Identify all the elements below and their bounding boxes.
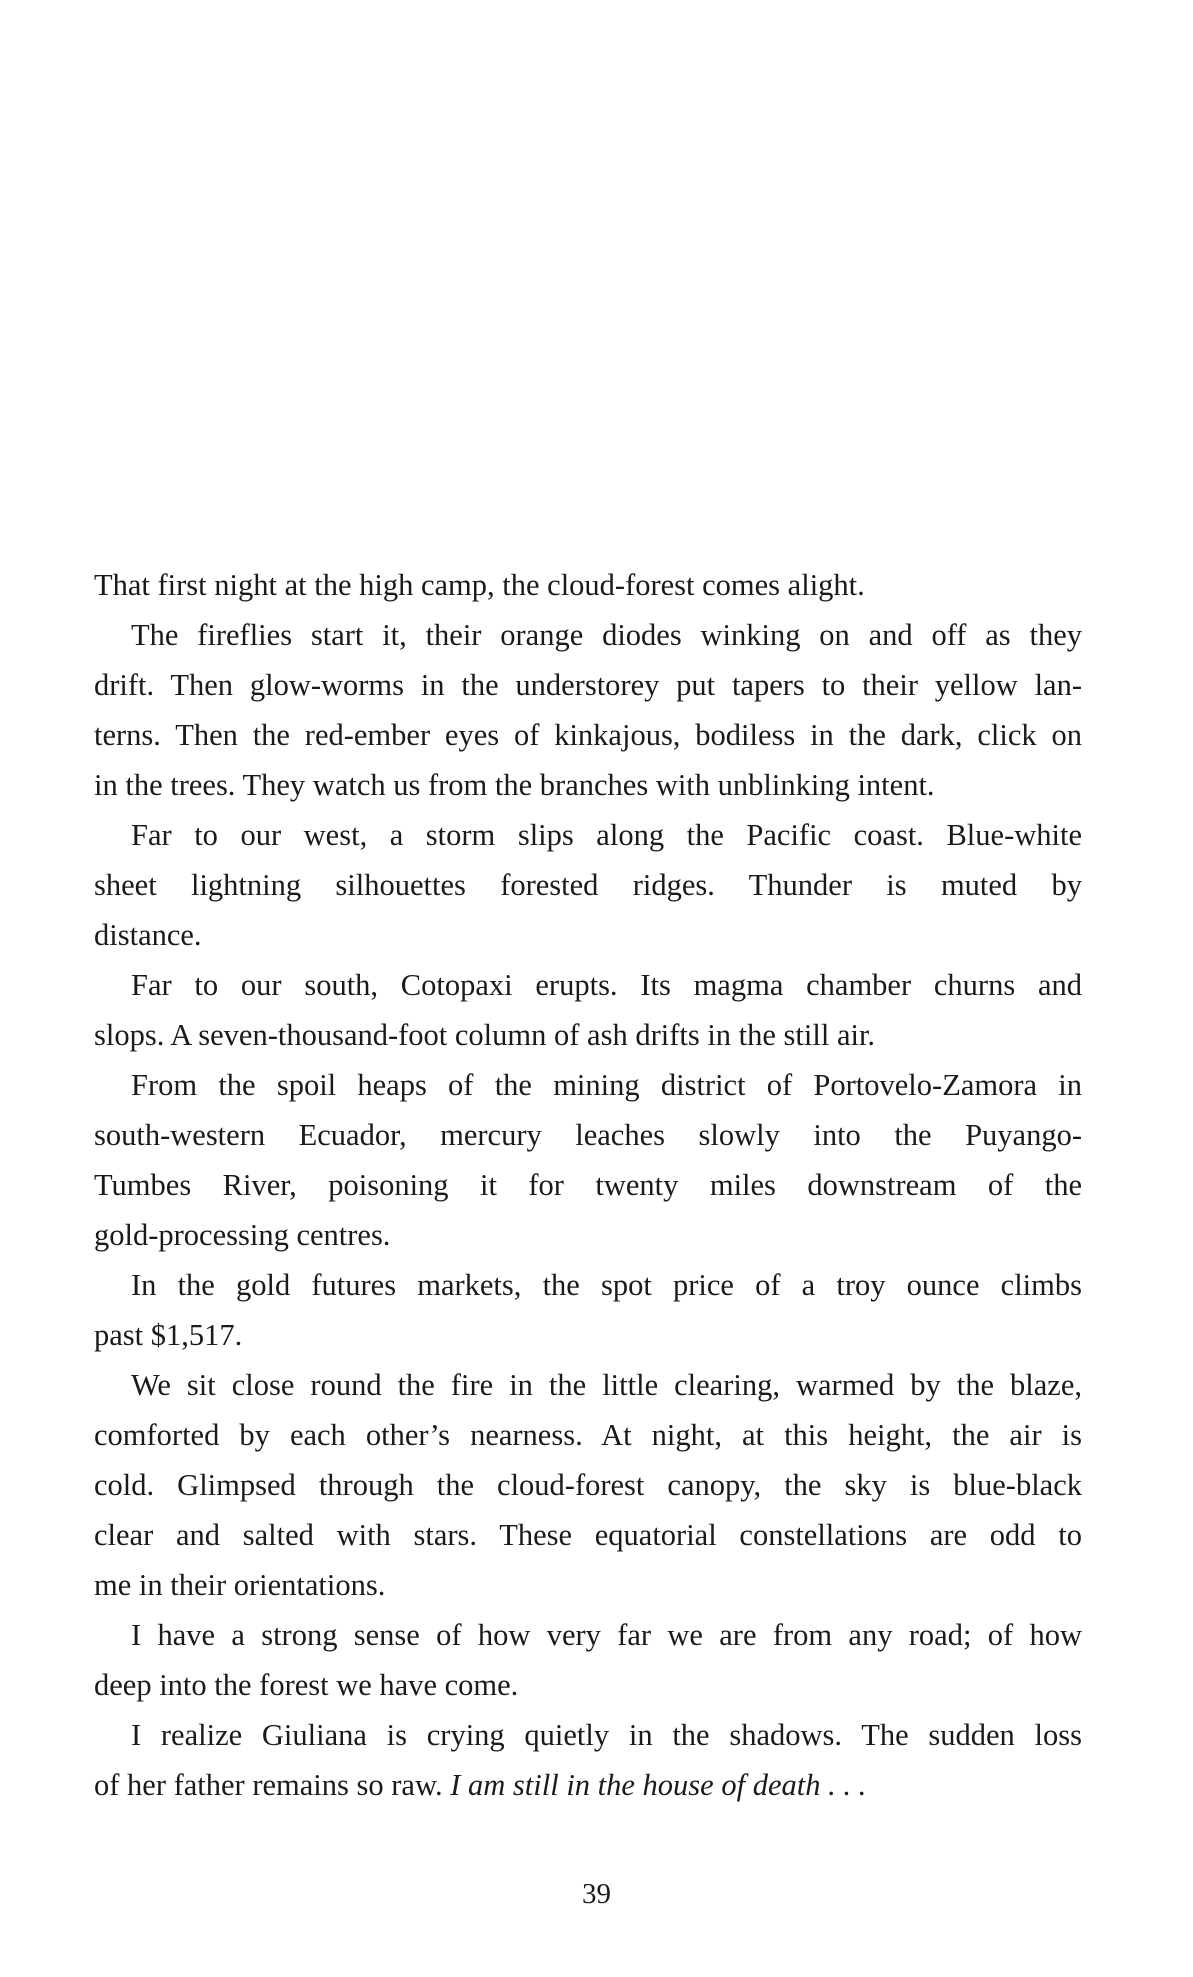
- text-line: gold-processing centres.: [94, 1218, 391, 1252]
- paragraph: [94, 1610, 1082, 1710]
- paragraph: [94, 1060, 1082, 1260]
- text-line: In the gold futures markets, the spot price of a troy ounce climbs: [131, 1268, 1082, 1302]
- text-line: south-western Ecuador, mercury leaches slowly into the Puyango-: [94, 1118, 1082, 1152]
- text-line: me in their orientations.: [94, 1568, 386, 1602]
- text-line: past $1,517.: [94, 1318, 243, 1352]
- paragraph: [94, 560, 1082, 610]
- text-line: Far to our south, Cotopaxi erupts. Its magma chamber churns and: [131, 968, 1082, 1002]
- paragraph: [94, 1360, 1082, 1610]
- text-roman: of her father remains so raw.: [94, 1768, 451, 1802]
- text-line: Tumbes River, poisoning it for twenty miles downstream of the: [94, 1168, 1082, 1202]
- text-line: Far to our west, a storm slips along the Pacific coast. Blue-white: [131, 818, 1082, 852]
- text-line: comforted by each other’s nearness. At night, at this height, the air is: [94, 1418, 1082, 1452]
- paragraph: [94, 1260, 1082, 1360]
- text-line: distance.: [94, 918, 202, 952]
- text-line: I have a strong sense of how very far we are from any road; of how: [131, 1618, 1082, 1652]
- page-number: 39: [582, 1878, 611, 1910]
- text-italic-quote: I am still in the house of death . . .: [450, 1768, 867, 1802]
- text-line: sheet lightning silhouettes forested ridges. Thunder is muted by: [94, 868, 1082, 902]
- text-line: slops. A seven-thousand-foot column of ash drifts in the still air.: [94, 1018, 876, 1052]
- text-line: That first night at the high camp, the cloud-forest comes alight.: [94, 568, 865, 602]
- paragraph: [94, 810, 1082, 960]
- paragraph: [94, 610, 1082, 810]
- paragraph: [94, 960, 1082, 1060]
- text-line: drift. Then glow-worms in the understorey put tapers to their yellow lan-: [94, 668, 1082, 702]
- text-line: The fireflies start it, their orange diodes winking on and off as they: [131, 618, 1082, 652]
- text-line: I realize Giuliana is crying quietly in the shadows. The sudden loss: [131, 1718, 1082, 1752]
- text-line: terns. Then the red-ember eyes of kinkajous, bodiless in the dark, click on: [94, 718, 1082, 752]
- text-line: [94, 1760, 1082, 1810]
- text-line: deep into the forest we have come.: [94, 1668, 519, 1702]
- body-text: [94, 560, 1082, 1810]
- text-line: From the spoil heaps of the mining district of Portovelo-Zamora in: [131, 1068, 1082, 1102]
- text-line: clear and salted with stars. These equatorial constellations are odd to: [94, 1518, 1082, 1552]
- paragraph: [94, 1710, 1082, 1810]
- text-line: We sit close round the fire in the little clearing, warmed by the blaze,: [131, 1368, 1082, 1402]
- text-line: in the trees. They watch us from the branches with unblinking intent.: [94, 768, 935, 802]
- text-line: cold. Glimpsed through the cloud-forest canopy, the sky is blue-black: [94, 1468, 1082, 1502]
